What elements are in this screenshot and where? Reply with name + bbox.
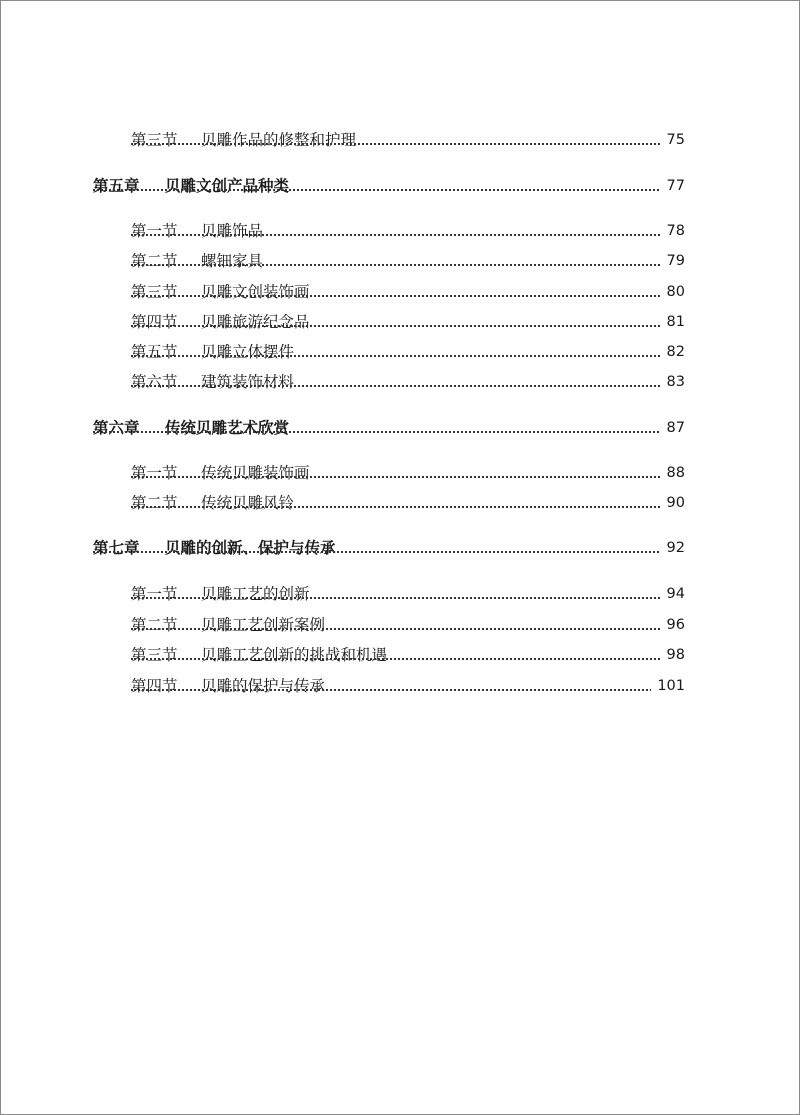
dot-leader bbox=[131, 325, 679, 327]
toc-page-number: 82 bbox=[661, 340, 685, 364]
dot-leader bbox=[131, 689, 679, 691]
toc-number: 第五章 bbox=[93, 177, 140, 195]
toc-title: 贝雕的创新、保护与传承 bbox=[165, 539, 336, 557]
toc-entry[interactable] bbox=[1, 249, 800, 273]
toc-number: 第三节 bbox=[131, 131, 178, 149]
toc-number: 第四节 bbox=[131, 677, 178, 695]
toc-number: 第四节 bbox=[131, 313, 178, 331]
toc-entry[interactable] bbox=[1, 174, 800, 198]
toc-page-number: 90 bbox=[661, 491, 685, 515]
toc-number: 第六章 bbox=[93, 419, 140, 437]
toc-page-number: 88 bbox=[661, 461, 685, 485]
toc-entry[interactable] bbox=[1, 461, 800, 485]
toc-entry[interactable] bbox=[1, 416, 800, 440]
toc-title: 贝雕立体摆件 bbox=[201, 343, 295, 361]
dot-leader bbox=[131, 385, 679, 387]
toc-title: 贝雕工艺的创新 bbox=[201, 585, 310, 603]
dot-leader bbox=[131, 658, 679, 660]
toc-number: 第七章 bbox=[93, 539, 140, 557]
dot-leader bbox=[93, 431, 679, 433]
toc-page-number: 101 bbox=[651, 674, 685, 698]
toc-title: 传统贝雕装饰画 bbox=[201, 464, 310, 482]
toc-number: 第三节 bbox=[131, 646, 178, 664]
toc-entry[interactable] bbox=[1, 674, 800, 698]
dot-leader bbox=[131, 264, 679, 266]
toc-title: 传统贝雕风铃 bbox=[201, 494, 295, 512]
toc-entry[interactable] bbox=[1, 643, 800, 667]
toc-number: 第二节 bbox=[131, 616, 178, 634]
dot-leader bbox=[131, 628, 679, 630]
dot-leader bbox=[131, 506, 679, 508]
toc-page-number: 77 bbox=[661, 174, 685, 198]
toc-title: 贝雕工艺创新案例 bbox=[201, 616, 326, 634]
toc-number: 第五节 bbox=[131, 343, 178, 361]
dot-leader bbox=[131, 476, 679, 478]
toc-page-number: 79 bbox=[661, 249, 685, 273]
toc-number: 第一节 bbox=[131, 585, 178, 603]
toc-number: 第二节 bbox=[131, 252, 178, 270]
toc-number: 第三节 bbox=[131, 283, 178, 301]
toc-number: 第一节 bbox=[131, 222, 178, 240]
toc-title: 贝雕的保护与传承 bbox=[201, 677, 326, 695]
toc-entry[interactable] bbox=[1, 280, 800, 304]
toc-entry[interactable] bbox=[1, 128, 800, 152]
toc-page-number: 92 bbox=[661, 536, 685, 560]
toc-entry[interactable] bbox=[1, 219, 800, 243]
toc-page-number: 98 bbox=[661, 643, 685, 667]
dot-leader bbox=[131, 355, 679, 357]
toc-title: 传统贝雕艺术欣赏 bbox=[165, 419, 290, 437]
toc-entry[interactable] bbox=[1, 536, 800, 560]
toc-entry[interactable] bbox=[1, 491, 800, 515]
toc-title: 贝雕作品的修整和护理 bbox=[201, 131, 357, 149]
toc-page-number: 83 bbox=[661, 370, 685, 394]
toc-entry[interactable] bbox=[1, 613, 800, 637]
toc-page-number: 87 bbox=[661, 416, 685, 440]
dot-leader bbox=[131, 234, 679, 236]
toc-entry[interactable] bbox=[1, 310, 800, 334]
toc-entry[interactable] bbox=[1, 340, 800, 364]
toc-title: 贝雕工艺创新的挑战和机遇 bbox=[201, 646, 388, 664]
toc-entry[interactable] bbox=[1, 370, 800, 394]
toc-page-number: 78 bbox=[661, 219, 685, 243]
toc-page-number: 96 bbox=[661, 613, 685, 637]
dot-leader bbox=[131, 295, 679, 297]
toc-number: 第一节 bbox=[131, 464, 178, 482]
toc-page-number: 75 bbox=[661, 128, 685, 152]
dot-leader bbox=[93, 189, 679, 191]
toc-title: 贝雕文创产品种类 bbox=[165, 177, 290, 195]
toc-page-number: 81 bbox=[661, 310, 685, 334]
toc-title: 贝雕文创装饰画 bbox=[201, 283, 310, 301]
toc-title: 螺钿家具 bbox=[201, 252, 264, 270]
toc-page-number: 94 bbox=[661, 582, 685, 606]
dot-leader bbox=[93, 551, 679, 553]
toc-number: 第六节 bbox=[131, 373, 178, 391]
toc-number: 第二节 bbox=[131, 494, 178, 512]
dot-leader bbox=[131, 143, 679, 145]
toc-page-number: 80 bbox=[661, 280, 685, 304]
toc-title: 贝雕旅游纪念品 bbox=[201, 313, 310, 331]
dot-leader bbox=[131, 597, 679, 599]
toc-title: 贝雕饰品 bbox=[201, 222, 264, 240]
toc-entry[interactable] bbox=[1, 582, 800, 606]
toc-title: 建筑装饰材料 bbox=[201, 373, 295, 391]
